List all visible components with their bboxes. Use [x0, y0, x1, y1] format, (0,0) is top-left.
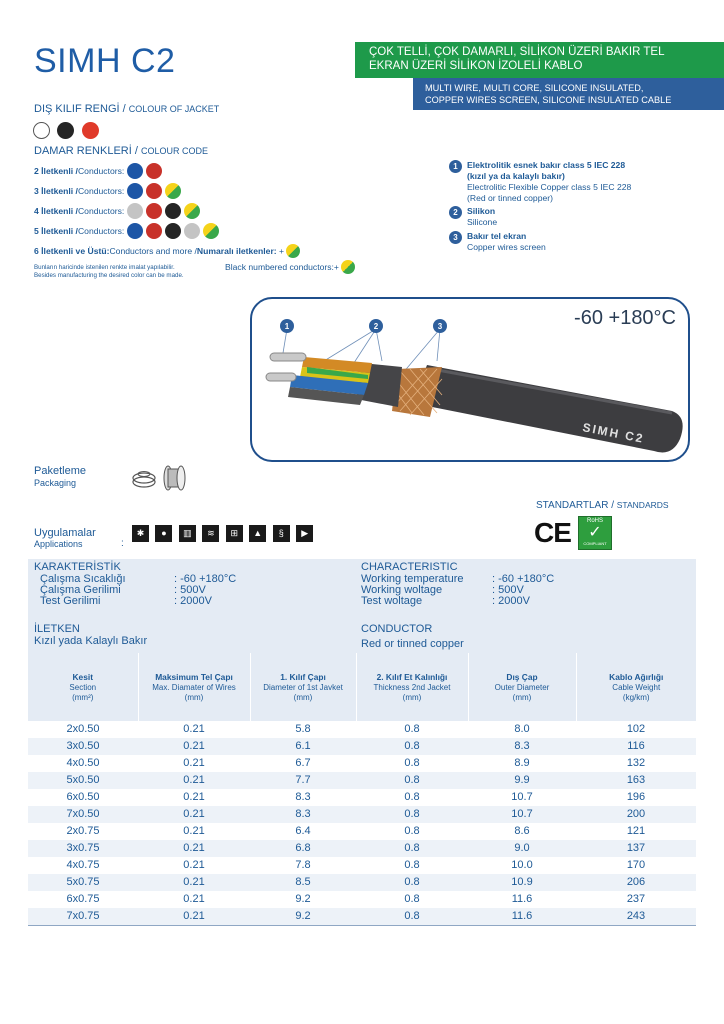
table-cell: 8.6 [514, 825, 530, 837]
table-row [28, 908, 696, 926]
header-tr: Kablo Ağırlığı [609, 671, 664, 682]
char-label-tr: Test Gerilimi [40, 595, 101, 607]
table-row [28, 755, 696, 772]
table-cell: 8.3 [295, 791, 311, 803]
table-cell: 137 [576, 840, 696, 857]
table-cell: 0.8 [404, 791, 420, 803]
table-cell: 6x0.75 [66, 893, 100, 905]
core-colour-rows [34, 161, 303, 261]
packaging-icons [130, 464, 190, 497]
table-cell: 8.0 [514, 723, 530, 735]
header-tr: 2. Kılıf Et Kalınlığı [376, 671, 448, 682]
header-unit: (mm) [512, 692, 532, 702]
callout-3: 3 [437, 322, 443, 331]
conductor-heading-en: CONDUCTOR [361, 623, 433, 635]
tools-icon: § [273, 525, 290, 542]
table-row [28, 857, 696, 874]
conductor-heading-tr: İLETKEN [34, 623, 80, 635]
col-header-outer-diameter [468, 653, 576, 721]
table-cell: 8.9 [514, 757, 530, 769]
char-value: : -60 +180°C [492, 573, 555, 585]
table-cell: 6.7 [295, 757, 311, 769]
characteristic-heading-tr: KARAKTERİSTİK [34, 561, 121, 573]
header-en: Thickness 2nd Jacket [373, 682, 451, 692]
check-icon: ✓ [588, 524, 602, 541]
table-cell: 0.21 [183, 757, 205, 769]
table-row [28, 721, 696, 738]
core-row-4 [34, 201, 303, 221]
stove-icon: ⊞ [226, 525, 243, 542]
jacket-swatch-black [57, 122, 74, 139]
black-numbered-conductors [225, 257, 358, 277]
core-colour-label-en: COLOUR CODE [140, 146, 208, 156]
core-dot-yellow-green [341, 260, 355, 274]
table-cell: 7.7 [250, 772, 356, 789]
characteristics-panel [28, 559, 696, 653]
core-dot-red [146, 163, 162, 179]
header-unit: (kg/km) [622, 692, 650, 702]
table-cell: 2x0.50 [66, 723, 100, 735]
char-value: : 2000V [492, 595, 530, 607]
table-cell: 8.5 [250, 874, 356, 891]
banner-en-line1: MULTI WIRE, MULTI CORE, SILICONE INSULATED, [425, 83, 644, 93]
table-cell: 132 [626, 757, 646, 769]
core-dot-grey [127, 203, 143, 219]
table-cell: 7x0.50 [28, 806, 138, 823]
table-cell: 10.9 [468, 874, 576, 891]
packaging-en: Packaging [34, 478, 77, 488]
char-label-en: Working woltage [361, 584, 443, 596]
legend-en2: (Red or tinned copper) [467, 193, 553, 203]
table-cell: 7.8 [295, 859, 311, 871]
header-en: Max. Diamater of Wires [152, 682, 236, 692]
core-dot-blue [127, 223, 143, 239]
factory-icon: ▲ [249, 525, 266, 542]
core-dot-yellow-green [286, 244, 300, 258]
table-cell: 10.0 [511, 859, 533, 871]
table-cell: 116 [576, 738, 696, 755]
plus-sign: + [333, 262, 339, 272]
table-cell: 121 [626, 825, 646, 837]
black-numbered-label: Black numbered conductors: [225, 262, 334, 272]
header-tr: Maksimum Tel Çapı [155, 671, 233, 682]
fan-icon: ✱ [132, 525, 149, 542]
table-cell: 237 [626, 893, 646, 905]
core-dot-black [165, 203, 181, 219]
table-cell: 9.0 [468, 840, 576, 857]
spec-table [28, 653, 696, 926]
table-cell: 102 [626, 723, 646, 735]
table-cell: 0.21 [138, 908, 250, 926]
table-cell: 0.21 [138, 840, 250, 857]
table-cell: 9.9 [468, 772, 576, 789]
packaging-tr: Paketleme [34, 465, 86, 477]
six-conductors-label-en: Conductors and more / [109, 246, 197, 256]
characteristic-values-tr [174, 574, 236, 607]
legend-number: 2 [449, 206, 462, 219]
legend-en: Silicone [467, 217, 498, 227]
jacket-swatch-red [82, 122, 99, 139]
product-title: SIMH C2 [34, 42, 176, 80]
core-dot-red [146, 183, 162, 199]
jacket-colour-label-tr: DIŞ KILIF RENGİ / [34, 103, 126, 115]
table-row [28, 806, 696, 823]
table-cell: 3x0.50 [28, 738, 138, 755]
table-cell: 0.8 [356, 908, 468, 926]
characteristic-heading-en: CHARACTERISTIC [361, 561, 458, 573]
legend-tr: Bakır tel ekran [467, 231, 527, 241]
table-cell: 5.8 [295, 723, 311, 735]
rohs-badge [578, 516, 612, 550]
jacket-swatch-white [33, 122, 50, 139]
conductor-value-tr: Kızıl yada Kalaylı Bakır [34, 635, 148, 647]
table-cell: 4x0.50 [66, 757, 100, 769]
core-row-label-tr: 4 İletkenli / [34, 206, 78, 216]
banner-en-line2: COPPER WIRES SCREEN, SILICONE INSULATED CABLE [425, 95, 672, 105]
table-cell: 4x0.75 [66, 859, 100, 871]
jacket-colour-heading [34, 103, 219, 115]
table-cell: 0.21 [183, 893, 205, 905]
component-legend [449, 160, 699, 253]
table-cell: 7x0.75 [28, 908, 138, 926]
legend-item-2 [449, 206, 699, 228]
header-unit: (mm²) [72, 692, 94, 702]
furnace-icon: ≋ [202, 525, 219, 542]
applications-label [34, 528, 96, 550]
table-cell: 0.8 [404, 893, 420, 905]
table-cell: 0.8 [356, 840, 468, 857]
table-cell: 0.8 [404, 723, 420, 735]
conductor-value-en: Red or tinned copper [361, 638, 464, 650]
table-row [28, 738, 696, 755]
table-cell: 6.8 [250, 840, 356, 857]
table-cell: 9.2 [250, 908, 356, 926]
colour-note [34, 264, 184, 280]
table-body [28, 721, 696, 926]
characteristic-rows-tr [40, 574, 126, 607]
char-value: : 500V [492, 584, 524, 596]
banner-english [413, 78, 724, 110]
jacket-colour-label-en: COLOUR OF JACKET [128, 104, 220, 114]
table-cell: 0.8 [404, 825, 420, 837]
six-conductors-label-tr: 6 İletkenli ve Üstü: [34, 246, 110, 256]
char-value: : 2000V [174, 595, 212, 607]
char-label-tr: Çalışma Gerilimi [40, 584, 121, 596]
coil-and-reel-icon [130, 464, 190, 492]
heater-icon: ▥ [179, 525, 196, 542]
table-cell: 163 [576, 772, 696, 789]
table-cell: 6.1 [250, 738, 356, 755]
banner-tr-line2: EKRAN ÜZERİ SİLİKON İZOLELİ KABLO [369, 60, 583, 72]
header-tr: Kesit [72, 671, 93, 682]
table-cell: 2x0.75 [66, 825, 100, 837]
table-cell: 8.3 [250, 806, 356, 823]
legend-item-3 [449, 231, 699, 253]
core-row-label-en: Conductors: [77, 166, 125, 176]
table-cell: 10.7 [468, 806, 576, 823]
header-unit: (mm) [184, 692, 204, 702]
core-row-label-tr: 5 İletkenli / [34, 226, 78, 236]
table-cell: 5x0.50 [28, 772, 138, 789]
table-cell: 206 [576, 874, 696, 891]
core-row-label-tr: 3 İletkenli / [34, 186, 78, 196]
core-row-label-en: Conductors: [77, 186, 125, 196]
numbered-conductors-label: Numaralı iletkenler: [196, 246, 277, 256]
core-dot-blue [127, 163, 143, 179]
core-row-2 [34, 161, 303, 181]
table-cell: 0.8 [356, 806, 468, 823]
table-cell: 0.21 [138, 772, 250, 789]
rohs-label: RoHS [586, 518, 603, 524]
callout-2: 2 [373, 322, 379, 331]
char-label-en: Working temperature [361, 573, 464, 585]
legend-en: Electrolitic Flexible Copper class 5 IEC 228 [467, 182, 632, 192]
col-header-max-wire [138, 653, 250, 721]
table-cell: 6x0.50 [66, 791, 100, 803]
col-header-section [28, 653, 138, 721]
applications-tr: Uygulamalar [34, 527, 96, 539]
standards-heading [536, 500, 669, 511]
table-cell: 0.8 [404, 757, 420, 769]
header-tr: 1. Kılıf Çapı [280, 671, 326, 682]
table-cell: 3x0.75 [28, 840, 138, 857]
table-row [28, 823, 696, 840]
characteristic-rows-en [361, 574, 464, 607]
table-cell: 0.21 [183, 723, 205, 735]
legend-tr: Silikon [467, 206, 496, 216]
banner-tr-line1: ÇOK TELLİ, ÇOK DAMARLI, SİLİKON ÜZERİ BAKIR TEL [369, 46, 665, 58]
standards-label-tr: STANDARTLAR / [536, 500, 614, 511]
legend-en: Copper wires screen [467, 242, 546, 252]
table-cell: 9.2 [295, 893, 311, 905]
applications-en: Applications [34, 539, 83, 549]
characteristic-values-en [492, 574, 554, 607]
header-tr: Dış Çap [506, 671, 538, 682]
table-cell: 200 [576, 806, 696, 823]
legend-number: 3 [449, 231, 462, 244]
col-header-weight [576, 653, 696, 721]
packaging-label [34, 465, 86, 489]
table-cell: 11.6 [511, 893, 533, 905]
table-header-row [28, 653, 696, 721]
lamp-icon: ● [155, 525, 172, 542]
header-unit: (mm) [293, 692, 313, 702]
table-row [28, 891, 696, 908]
char-value: : 500V [174, 584, 206, 596]
table-row [28, 840, 696, 857]
col-header-second-jacket [356, 653, 468, 721]
table-row [28, 772, 696, 789]
table-cell: 0.8 [356, 874, 468, 891]
standards-label-en: STANDARDS [616, 500, 669, 510]
core-dot-blue [127, 183, 143, 199]
core-colour-label-tr: DAMAR RENKLERİ / [34, 145, 138, 157]
ce-mark: CE [534, 517, 571, 548]
table-row [28, 874, 696, 891]
core-dot-red [146, 203, 162, 219]
applications-colon: : [121, 538, 124, 549]
core-row-label-en: Conductors: [77, 226, 125, 236]
table-cell: 6.4 [295, 825, 311, 837]
table-cell: 0.8 [404, 859, 420, 871]
core-colour-heading [34, 145, 208, 157]
header-en: Cable Weight [612, 682, 661, 692]
table-cell: 170 [626, 859, 646, 871]
table-cell: 11.6 [468, 908, 576, 926]
temperature-range: -60 +180°C [574, 307, 676, 329]
char-label-en: Test woltage [361, 595, 423, 607]
core-dot-grey [184, 223, 200, 239]
table-cell: 0.21 [138, 806, 250, 823]
table-cell: 0.21 [183, 859, 205, 871]
vehicle-icon: ▶ [296, 525, 313, 542]
core-row-5 [34, 221, 303, 241]
table-cell: 0.21 [138, 738, 250, 755]
core-dot-yellow-green [203, 223, 219, 239]
colour-note-tr: Bunların haricinde istenilen renkte imalat yapılabilir. [34, 264, 175, 271]
core-dot-yellow-green [165, 183, 181, 199]
colour-note-en: Besides manufacturing the desired color can be made. [34, 272, 184, 279]
char-label-tr: Çalışma Sıcaklığı [40, 573, 126, 585]
legend-item-1 [449, 160, 699, 204]
header-en: Section [69, 682, 97, 692]
legend-number: 1 [449, 160, 462, 173]
core-row-label-en: Conductors: [77, 206, 125, 216]
table-cell: 243 [576, 908, 696, 926]
table-cell: 0.21 [138, 874, 250, 891]
callout-1: 1 [284, 322, 290, 331]
table-row [28, 789, 696, 806]
legend-tr: Elektrolitik esnek bakır class 5 IEC 228 [467, 160, 626, 170]
table-cell: 10.7 [511, 791, 533, 803]
table-cell: 0.8 [356, 772, 468, 789]
table-cell: 0.21 [183, 791, 205, 803]
header-en: Outer Diameter [494, 682, 550, 692]
col-header-first-jacket [250, 653, 356, 721]
table-cell: 8.3 [468, 738, 576, 755]
table-cell: 0.21 [183, 825, 205, 837]
table-cell: 196 [626, 791, 646, 803]
char-value: : -60 +180°C [174, 573, 237, 585]
rohs-sub-label: COMPLIANT [583, 541, 607, 546]
banner-turkish [355, 42, 724, 78]
legend-tr2: (kızıl ya da kalaylı bakır) [467, 171, 565, 181]
core-row-3 [34, 181, 303, 201]
core-dot-black [165, 223, 181, 239]
header-en: Diameter of 1st Javket [263, 682, 343, 692]
cable-diagram [250, 297, 690, 462]
jacket-colour-swatches [33, 122, 102, 140]
cable-print: SIMH C2 [581, 420, 646, 446]
table-cell: 0.8 [356, 738, 468, 755]
core-row-label-tr: 2 İletkenli / [34, 166, 78, 176]
core-dot-yellow-green [184, 203, 200, 219]
application-icons [132, 525, 315, 543]
plus-sign: + [279, 246, 285, 256]
header-unit: (mm) [402, 692, 422, 702]
table-cell: 5x0.75 [28, 874, 138, 891]
core-dot-red [146, 223, 162, 239]
